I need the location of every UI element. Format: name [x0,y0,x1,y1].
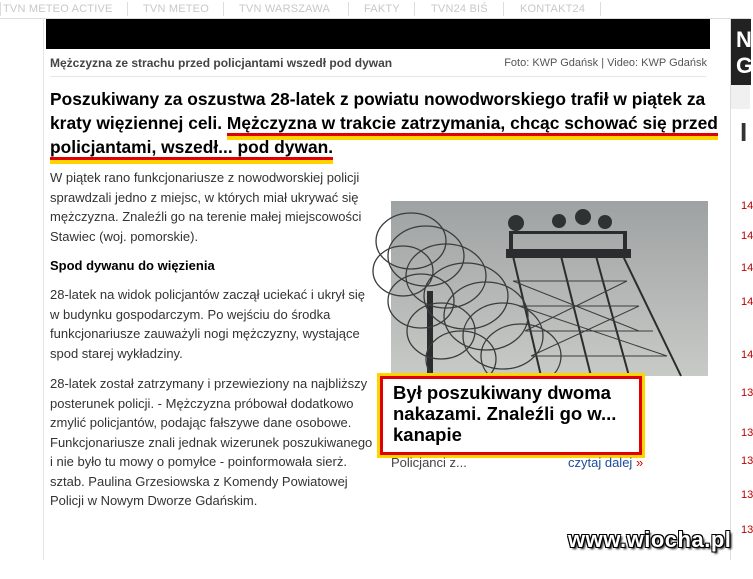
nav-separator [223,2,224,16]
right-sidebar-list [731,109,751,579]
video-player[interactable] [46,19,710,49]
nav-item-tvn-warszawa[interactable]: TVN WARSZAWA [239,3,331,15]
caption-divider [50,76,706,77]
related-article-snippet: Policjanci z... [391,455,467,470]
right-sidebar-time[interactable]: 14 [741,349,753,361]
nav-item-tvn-meteo-active[interactable]: TVN METEO ACTIVE [3,3,113,15]
nav-item-tvn24-bis[interactable]: TVN24 BIŚ [431,3,488,15]
nav-separator [348,2,349,16]
article-lead [50,87,720,159]
right-sidebar-time[interactable]: 14 [741,296,753,308]
related-article[interactable] [391,201,708,471]
right-sidebar-time[interactable]: 14 [741,262,753,274]
nav-separator [503,2,504,16]
right-sidebar-time[interactable]: 13 [741,489,753,501]
right-sidebar-heading: I [740,117,748,147]
nav-separator [414,2,415,16]
related-article-photo[interactable] [391,201,708,376]
left-margin [0,19,44,560]
right-sidebar-time[interactable]: 13 [741,524,753,536]
right-banner-letter: N [736,27,752,52]
nav-item-tvn-meteo[interactable]: TVN METEO [143,3,209,15]
article-paragraph: 28-latek został zatrzymany i przewieziony na najbliższy posterunek policji. - Mężczyzna próbował dodatkowo zmylić policjantów, podając fałszywe dane osobowe. Funkcjonariusze znali jednak wizerunek poszukiwanego i nie było tu mowy o pomyłce - poinformowała sierż. sztab. Paulina Grzesiowska z Komendy Powiatowej Policji w Nowym Dworze Gdańskim. [50,376,373,508]
nav-item-fakty[interactable]: FAKTY [364,3,400,15]
read-more-arrow-icon: » [635,455,644,470]
related-article-title[interactable]: Był poszukiwany dwoma nakazami. Znaleźli go w... kanapie [393,382,617,445]
right-sidebar-time[interactable]: 13 [741,455,753,467]
right-banner-letter: G [736,53,753,78]
nav-separator [600,2,601,16]
article-body [50,168,375,522]
read-more-label[interactable]: czytaj dalej [568,455,633,470]
watermark: www.wiocha.pl [568,527,732,552]
right-sidebar-time[interactable]: 13 [741,387,753,399]
media-caption: Mężczyzna ze strachu przed policjantami wszedł pod dywan [50,56,393,70]
right-sidebar-banner[interactable] [731,19,751,85]
related-article-title-box[interactable] [380,376,642,455]
right-sidebar-time[interactable]: 14 [741,230,753,242]
left-margin-divider [43,19,44,560]
nav-item-kontakt24[interactable]: KONTAKT24 [520,3,586,15]
read-more-link[interactable] [568,455,643,470]
article-paragraph: 28-latek na widok policjantów zaczął uciekać i ukrył się w budynku gospodarczym. Po wejściu do środka funkcjonariusze zauważyli nogi mężczyzny, wystające spod starej wykładziny. [50,287,366,361]
prison-tower-photo [391,201,708,376]
right-sidebar-time[interactable]: 13 [741,427,753,439]
media-credit: Foto: KWP Gdańsk | Video: KWP Gdańsk [504,57,707,69]
nav-separator [127,2,128,16]
article-paragraph: W piątek rano funkcjonariusze z nowodworskiej policji sprawdzali jedno z miejsc, w których miał ukrywać się mężczyzna. Znaleźli go na terenie małej miejscowości Stawiec (woj. pomorskie). [50,170,362,244]
article-lead-text: Poszukiwany za oszustwa 28-latek z powiatu nowodworskiego trafił w piątek za kraty więziennej celi. [50,89,706,133]
top-navigation [0,0,750,19]
nav-separator [0,2,1,16]
right-sidebar-time[interactable]: 14 [741,200,753,212]
article-lead-highlight: Mężczyzna w trakcie zatrzymania, chcąc schować się przed policjantami, wszedł... pod dywan. [50,113,718,160]
article-subheading: Spod dywanu do więzienia [50,258,215,273]
right-sidebar [730,19,753,560]
